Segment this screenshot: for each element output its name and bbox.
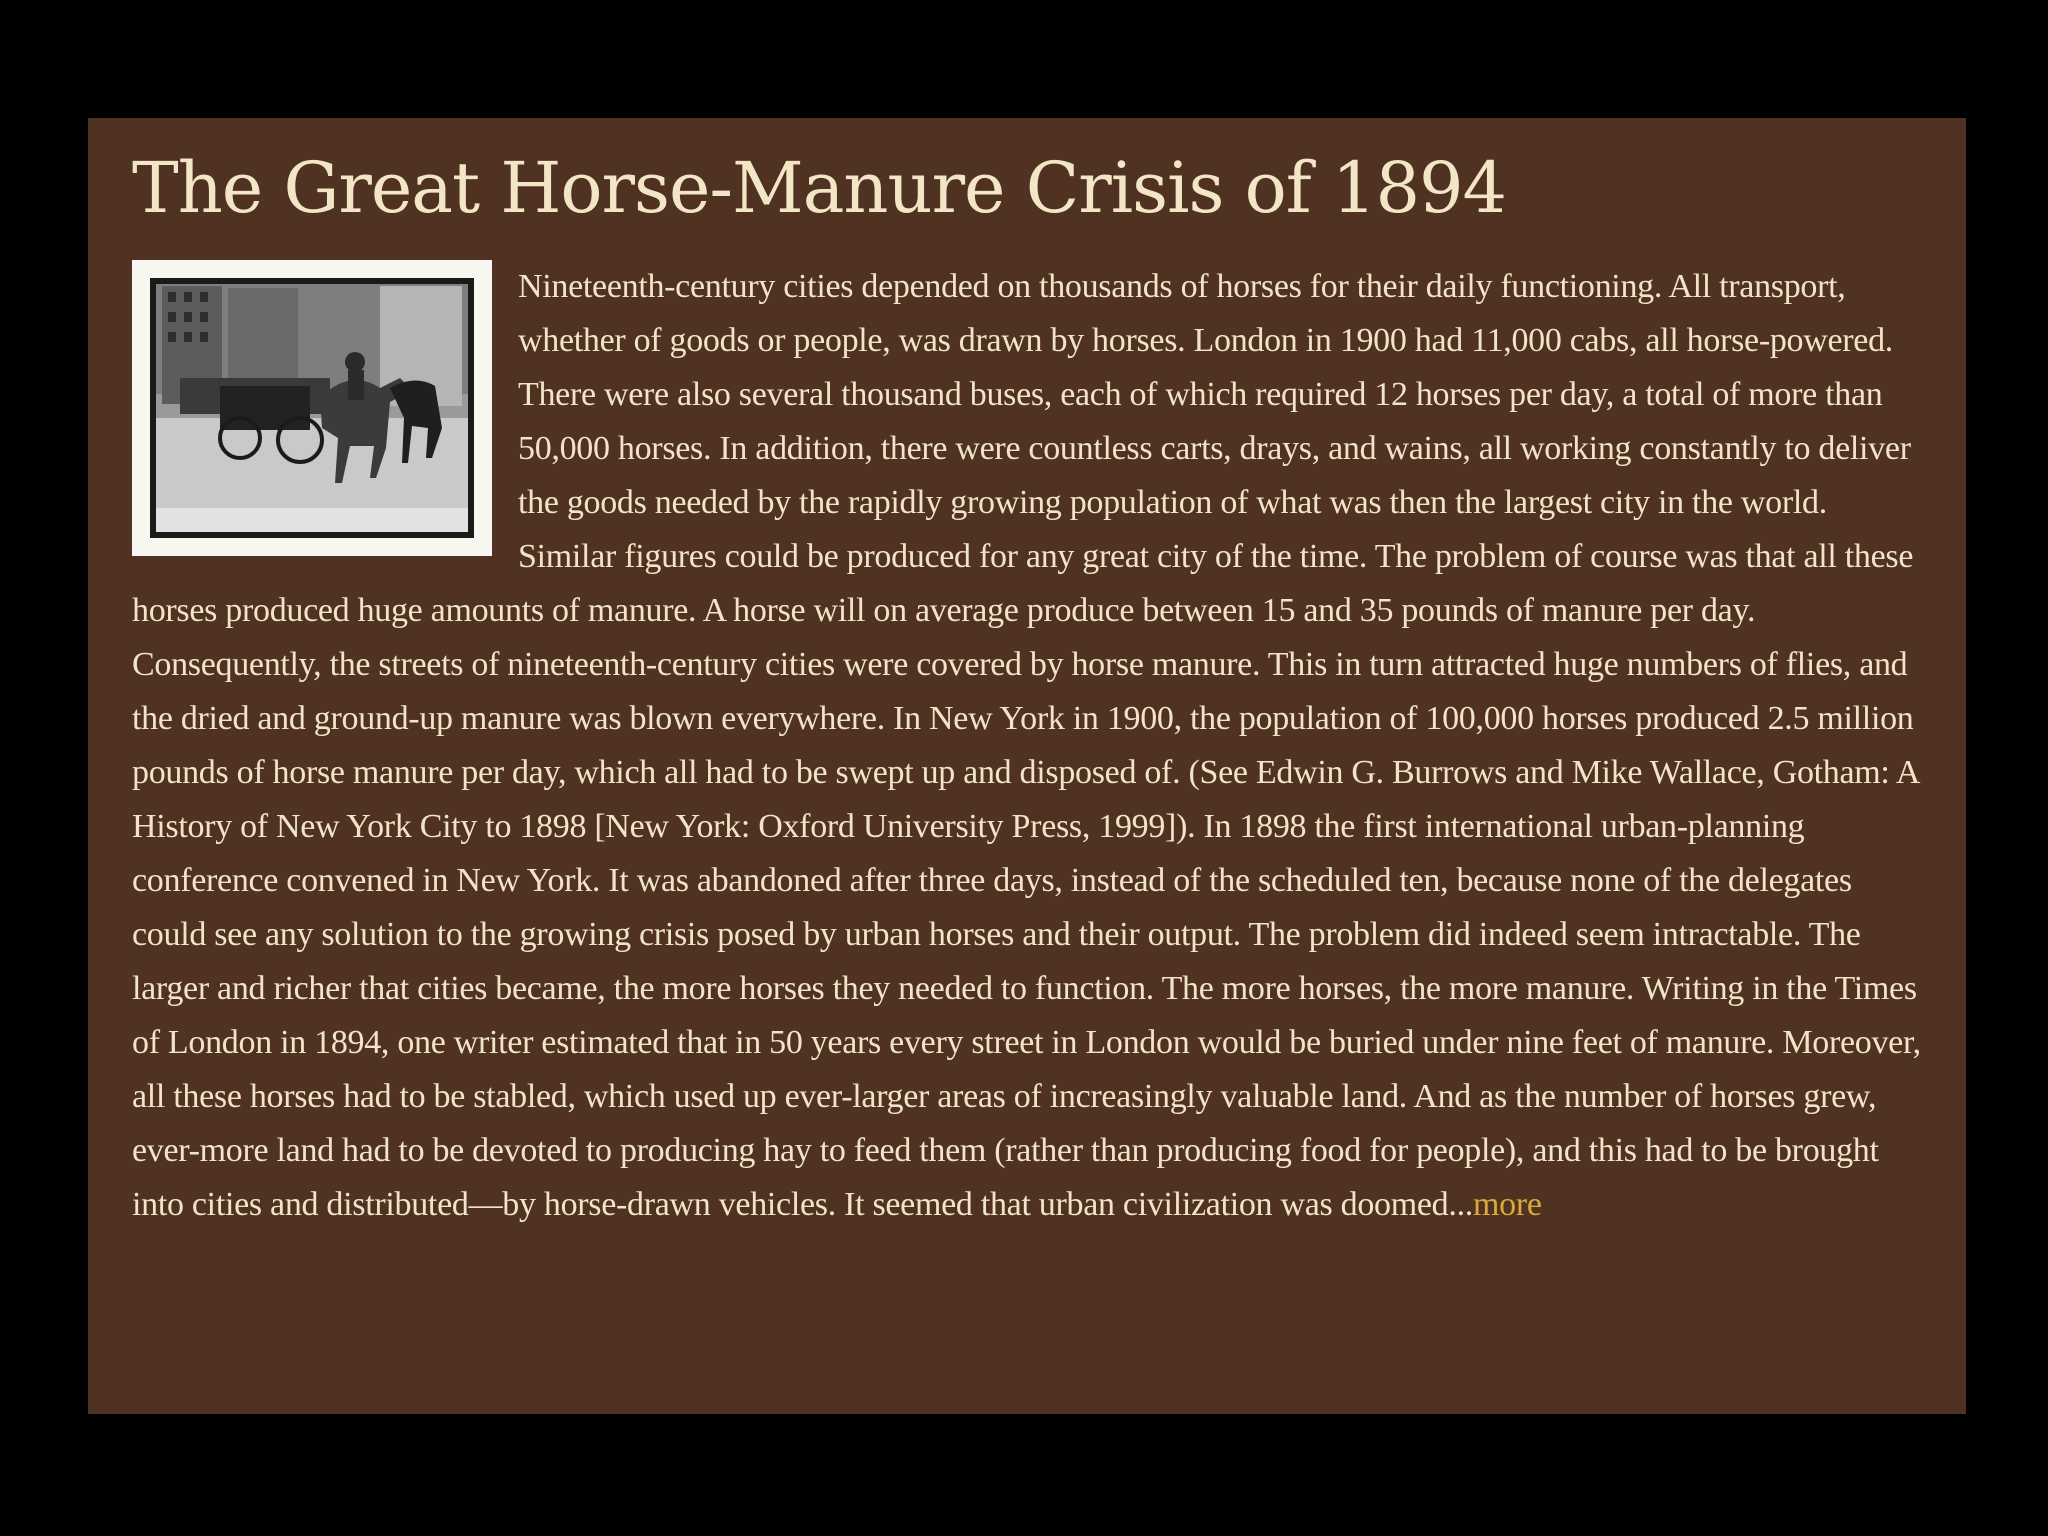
more-link[interactable]: more [1472,1186,1542,1223]
article-photo [132,260,492,556]
article-title: The Great Horse-Manure Crisis of 1894 [132,147,1507,229]
article-body-text: Nineteenth-century cities depended on thousands of horses for their daily functioning. All transport, whether of goods or people, was drawn by horses. London in 1900 had 11,000 cabs, all horse-powered. There were also several thousand buses, each of which required 12 horses per day, a total of more than 50,000 horses. In addition, there were countless carts, drays, and wains, all working constantly to deliver the goods needed by the rapidly growing population of what was then the largest city in the world. Similar figures could be produced for any great city of the time. The problem of course was that all these horses produced huge amounts of manure. A horse will on average produce between 15 and 35 pounds of manure per day. Consequently, the streets of nineteenth-century cities were covered by horse manure. This in turn attracted huge numbers of flies, and the dried and ground-up manure was blown everywhere. In New York in 1900, the population of 100,000 horses produced 2.5 million pounds of horse manure per day, which all had to be swept up and disposed of. (See Edwin G. Burrows and Mike Wallace, Gotham: A History of New York City to 1898 [New York: Oxford University Press, 1999]). In 1898 the first international urban-planning conference convened in New York. It was abandoned after three days, instead of the scheduled ten, because none of the delegates could see any solution to the growing crisis posed by urban horses and their output. The problem did indeed seem intractable. The larger and richer that cities became, the more horses they needed to function. The more horses, the more manure. Writing in the Times of London in 1894, one writer estimated that in 50 years every street in London would be buried under nine feet of manure. Moreover, all these horses had to be stabled, which used up ever-larger areas of increasingly valuable land. And as the number of horses grew, ever-more land had to be devoted to producing hay to feed them (rather than producing food for people), and this had to be brought into cities and distributed—by horse-drawn vehicles. It seemed that urban civilization was doomed... [132,268,1921,1223]
horse-carriage-photo [150,278,474,538]
article-body [132,260,1922,1232]
article-panel [88,118,1966,1414]
